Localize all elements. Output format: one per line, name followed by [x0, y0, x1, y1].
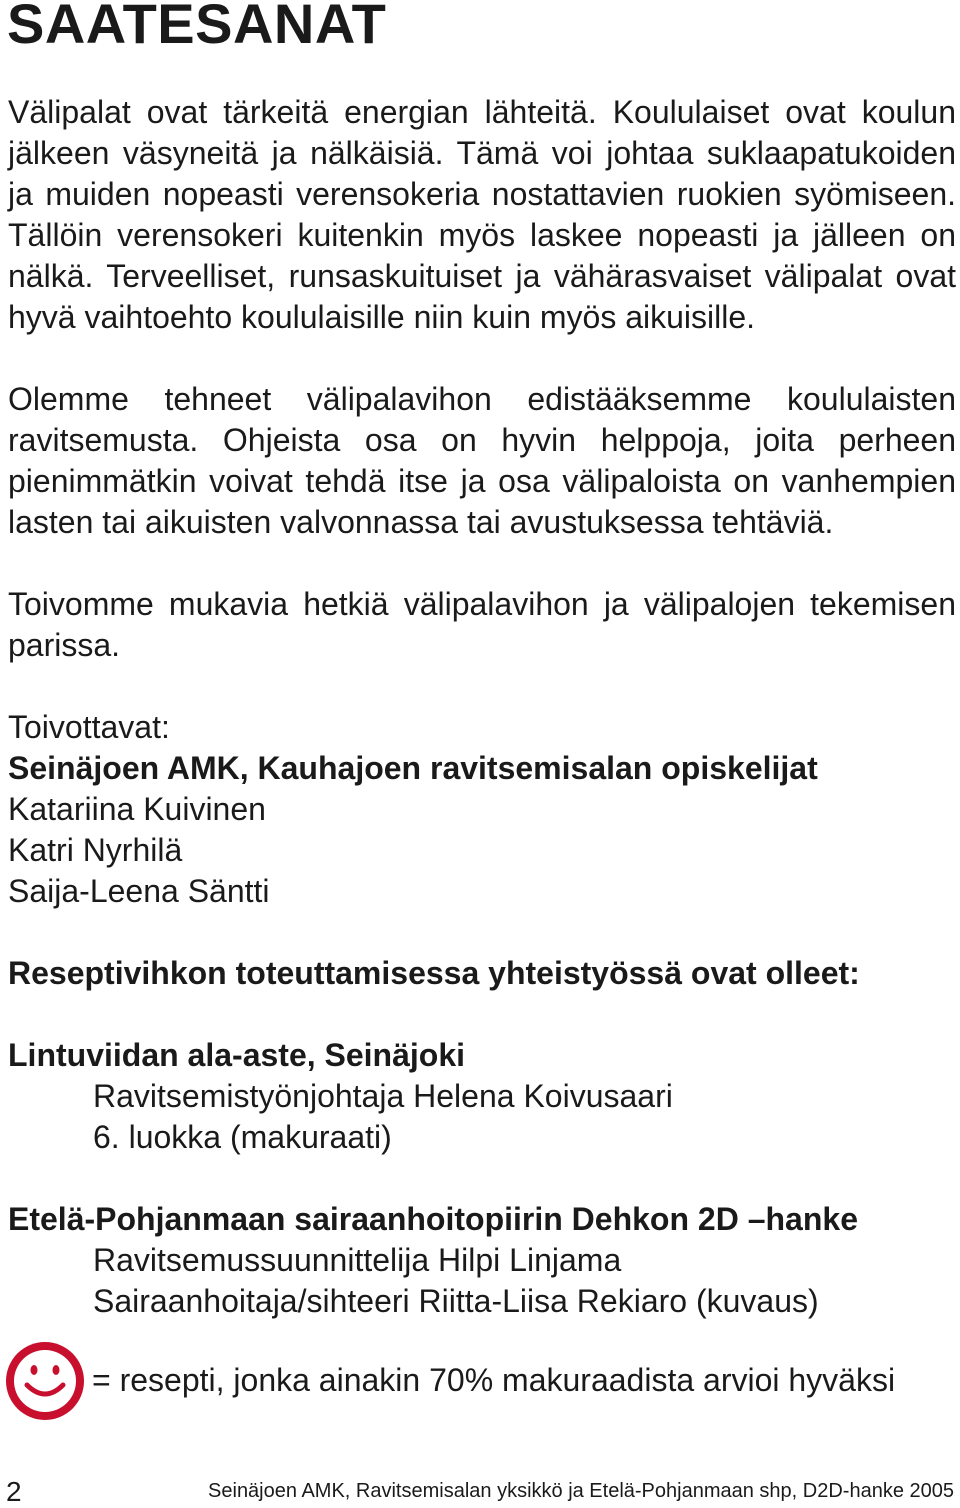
legend-text: = resepti, jonka ainakin 70% makuraadista arvioi hyväksi [92, 1362, 896, 1398]
author-name: Katri Nyrhilä [8, 832, 183, 868]
partner-person: Ravitsemussuunnittelija Hilpi Linjama [93, 1242, 622, 1278]
footer-text: Seinäjoen AMK, Ravitsemisalan yksikkö ja Etelä-Pohjanmaan shp, D2D-hanke 2005 [208, 1480, 954, 1502]
partner-name: Lintuviidan ala-aste, Seinäjoki [8, 1037, 466, 1073]
collaboration-heading: Reseptivihkon toteuttamisessa yhteistyössä ovat olleet: [8, 955, 860, 991]
smiley-face-icon [6, 1342, 84, 1420]
partner-name: Etelä-Pohjanmaan sairaanhoitopiirin Dehkon 2D –hanke [8, 1201, 858, 1237]
intro-paragraph: Välipalat ovat tärkeitä energian lähteitä. Koululaiset ovat koulun jälkeen väsyneitä ja nälkäisiä. Tämä voi johtaa suklaapatukoiden ja muiden nopeasti verensokeria nostattavien ruokien syömiseen. Tällöin verensokeri kuitenkin myös laskee nopeasti ja jälleen on nälkä. Terveelliset, runsaskuituiset ja vähärasvaiset välipalat ovat hyvä vaihtoehto koululaisille niin kuin myös aikuisille. [8, 94, 956, 335]
page-number: 2 [6, 1476, 22, 1507]
page-title: SAATESANAT [7, 0, 387, 55]
wish-paragraph: Toivomme mukavia hetkiä välipalavihon ja välipalojen tekemisen parissa. [8, 586, 956, 663]
greeting-label: Toivottavat: [8, 709, 170, 745]
greeting-organization: Seinäjoen AMK, Kauhajoen ravitsemisalan opiskelijat [8, 750, 818, 786]
author-name: Katariina Kuivinen [8, 791, 266, 827]
purpose-paragraph: Olemme tehneet välipalavihon edistääksemme koululaisten ravitsemusta. Ohjeista osa on hyvin helppoja, joita perheen pienimmätkin voivat tehdä itse ja osa välipaloista on vanhempien lasten tai aikuisten valvonnassa tai avustuksessa tehtäviä. [8, 381, 956, 540]
partner-person: Ravitsemistyönjohtaja Helena Koivusaari [93, 1078, 673, 1114]
partner-person: 6. luokka (makuraati) [93, 1119, 392, 1155]
partner-person: Sairaanhoitaja/sihteeri Riitta-Liisa Rekiaro (kuvaus) [93, 1283, 819, 1319]
author-name: Saija-Leena Säntti [8, 873, 270, 909]
